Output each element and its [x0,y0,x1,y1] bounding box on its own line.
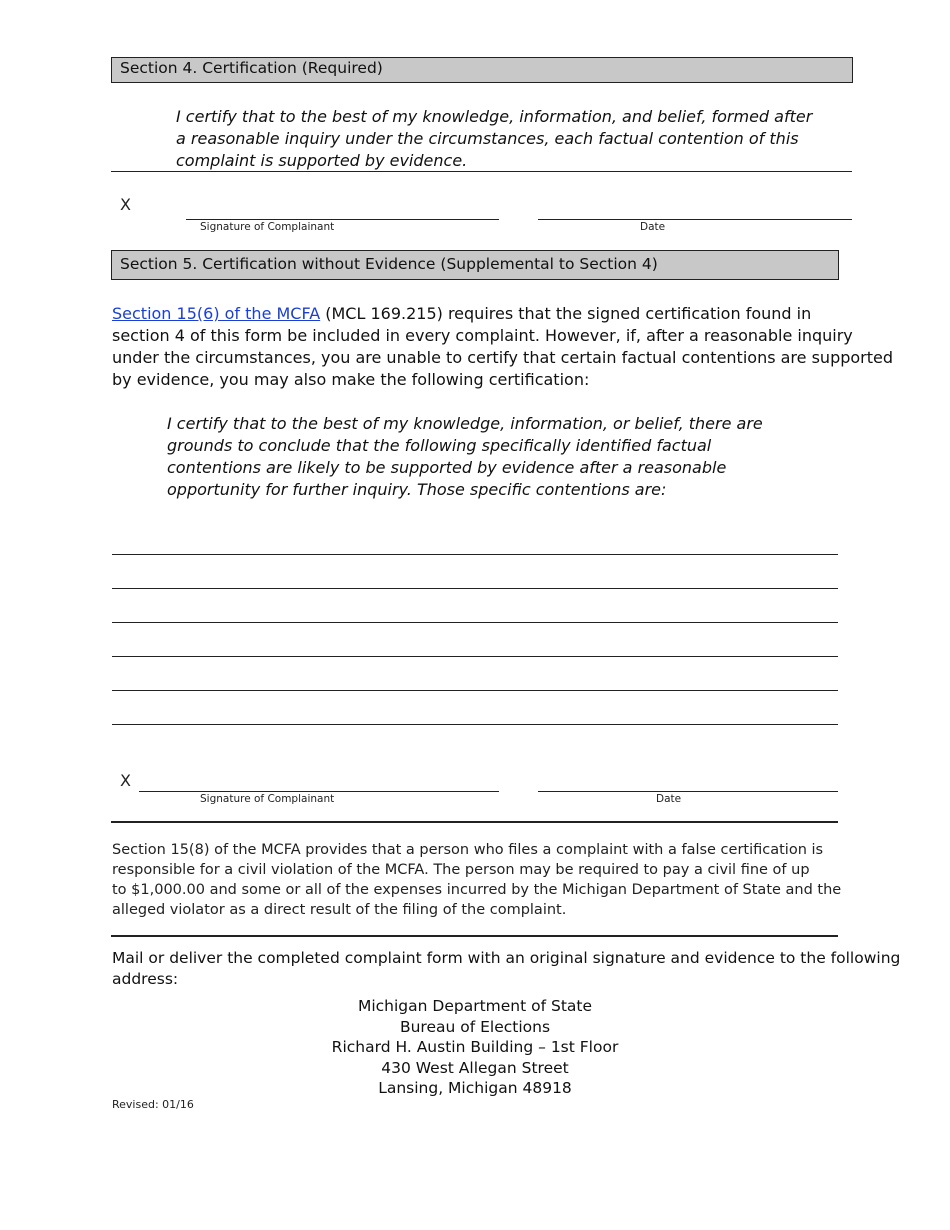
address-line: Richard H. Austin Building – 1st Floor [331,1038,619,1056]
statement-line: grounds to conclude that the following specifically identified factual [167,436,712,455]
section-5-header [111,250,839,280]
intro-line: under the circumstances, you are unable to certify that certain factual contentions are supported [112,348,894,367]
section-4-divider [111,171,852,172]
contention-line[interactable] [112,622,838,623]
mail-instructions [112,948,900,990]
address-line: 430 West Allegan Street [381,1058,569,1077]
mail-top-divider [111,935,838,937]
notice-top-divider [111,821,838,823]
section-5-signature-label: Signature of Complainant [200,793,335,805]
intro-line: section 4 of this form be included in every complaint. However, if, after a reasonable inquiry [112,326,853,345]
mail-line: Mail or deliver the completed complaint form with an original signature and evidence to the following [112,949,901,967]
revised-date: Revised: 01/16 [112,1098,194,1111]
contention-line[interactable] [112,588,838,589]
contention-line[interactable] [112,656,838,657]
notice-line: alleged violator as a direct result of the filing of the complaint. [112,902,567,918]
contention-line[interactable] [112,690,838,691]
statement-line: complaint is supported by evidence. [176,151,468,170]
section-4-x-mark: X [120,195,131,214]
notice-line: Section 15(8) of the MCFA provides that a person who files a complaint with a false certification is [112,842,824,858]
statement-line: a reasonable inquiry under the circumstances, each factual contention of this [176,129,799,148]
contention-line[interactable] [112,724,838,725]
section-4-date-line[interactable] [538,219,852,220]
address-line: Michigan Department of State [357,997,593,1015]
intro-line: (MCL 169.215) requires that the signed certification found in [320,304,812,323]
notice-line: to $1,000.00 and some or all of the expenses incurred by the Michigan Department of State and the [112,882,842,898]
section-4-header [111,57,853,83]
section-4-signature-line[interactable] [186,219,499,220]
section-5-date-line[interactable] [538,791,838,792]
notice-line: responsible for a civil violation of the MCFA. The person may be required to pay a civil fine of up [112,862,810,878]
intro-line: by evidence, you may also make the following certification: [112,370,590,389]
address-line: Bureau of Elections [399,1017,551,1036]
section-4-header-text: Section 4. Certification (Required) [120,59,383,77]
statement-line: I certify that to the best of my knowledge, information, or belief, there are [167,414,763,433]
contention-line[interactable] [112,554,838,555]
false-certification-notice [112,840,841,920]
section-5-intro [112,303,893,391]
statement-line: opportunity for further inquiry. Those specific contentions are: [167,480,667,499]
section-5-date-label: Date [656,793,682,805]
section-4-signature-label: Signature of Complainant [200,221,335,233]
mcfa-section-link[interactable]: Section 15(6) of the MCFA [112,304,321,323]
statement-line: contentions are likely to be supported by evidence after a reasonable [167,458,727,477]
section-5-statement [167,413,763,501]
mail-line: address: [112,970,179,988]
section-5-signature-line[interactable] [139,791,499,792]
address-line: Lansing, Michigan 48918 [378,1079,572,1097]
section-4-date-label: Date [640,221,666,233]
statement-line: I certify that to the best of my knowledge, information, and belief, formed after [176,107,813,126]
section-5-header-text: Section 5. Certification without Evidence (Supplemental to Section 4) [120,255,658,273]
section-4-statement [176,106,812,172]
section-5-x-mark: X [120,771,131,790]
mailing-address [250,996,700,1099]
